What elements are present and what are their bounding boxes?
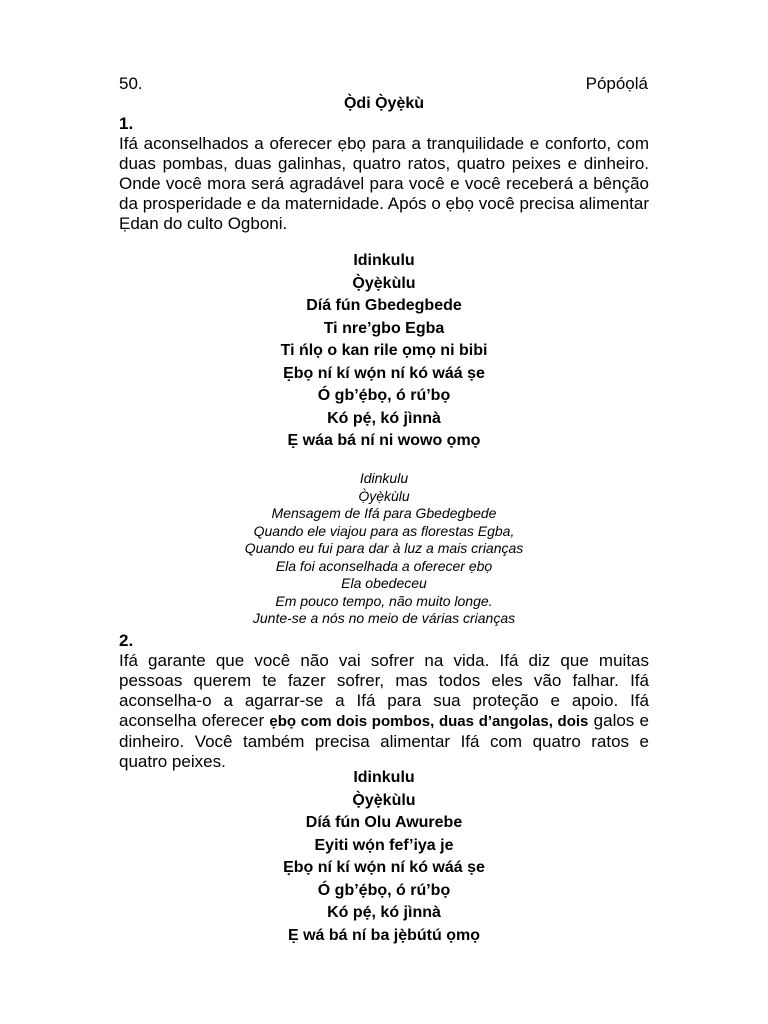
translation-line: Em pouco tempo, não muito longe. bbox=[275, 592, 493, 609]
paragraph-text: Ifá garante que você não vai sofrer na vida. Ifá diz que muitas pessoas querem te fazer sofrer, mas todos eles vão falhar. Ifá aconselha-o a agarrar-se a Ifá para sua proteção e apoio. Ifá aconselha oferecer bbox=[119, 651, 649, 730]
verse-line: Ti nre’gbo Egba bbox=[323, 319, 445, 337]
chapter-title: Ọ̀di Ọ̀yẹ̀kù bbox=[343, 95, 425, 112]
verse-line: Kó pẹ́, kó jìnnà bbox=[327, 904, 441, 921]
verse-line: Ẹ wá bá ní ba jẹ̀bútú ọmọ bbox=[287, 926, 480, 944]
verse-line: Ọ̀yẹ̀kùlu bbox=[352, 274, 416, 292]
translation-line: Quando eu fui para dar à luz a mais crianças bbox=[244, 540, 524, 556]
translation-line: Junte-se a nós no meio de várias crianças bbox=[252, 610, 516, 626]
translation-line: Mensagem de Ifá para Gbedegbede bbox=[271, 505, 497, 521]
verse-line: Díá fún Olu Awurebe bbox=[305, 814, 463, 831]
translation-line: Quando ele viajou para as florestas Egba, bbox=[253, 522, 515, 539]
page-number: 50. bbox=[119, 74, 143, 93]
section-1-translation bbox=[0, 470, 768, 628]
verse-line: Ó gb’ẹ́bọ, ó rú’bọ bbox=[317, 881, 451, 899]
verse-line: Ẹbọ ní kí wọ́n ní kó wáá ṣe bbox=[283, 364, 485, 382]
verse-line: Ti ńlọ o kan rile ọmọ ni bibi bbox=[280, 342, 488, 359]
page-header bbox=[119, 74, 648, 96]
verse-line: Díá fún Gbedegbede bbox=[306, 297, 462, 314]
verse-line: Idinkulu bbox=[353, 769, 415, 786]
translation-line: Idinkulu bbox=[359, 470, 409, 486]
verse-line: Kó pẹ́, kó jìnnà bbox=[327, 409, 441, 427]
section-2-paragraph bbox=[119, 651, 649, 772]
verse-line: Ẹ wáa bá ní ni wowo ọmọ bbox=[287, 432, 481, 449]
section-1-paragraph: Ifá aconselhados a oferecer ẹbọ para a tranquilidade e conforto, com duas pombas, duas galinhas, quatro ratos, quatro peixes e dinheiro. Onde você mora será agradável para você e você receberá a bênção da prosperidade e da maternidade. Após o ẹbọ você precisa alimentar Ẹdan do culto Ogboni. bbox=[119, 134, 649, 233]
verse-line: Ó gb’ẹ́bọ, ó rú’bọ bbox=[317, 387, 451, 404]
section-1-number: 1. bbox=[119, 114, 134, 133]
verse-line: Idinkulu bbox=[353, 252, 415, 269]
verse-line: Ọ̀yẹ̀kùlu bbox=[352, 791, 416, 809]
translation-line: Ela foi aconselhada a oferecer ẹbọ bbox=[275, 557, 493, 574]
paragraph-bold-text: ẹbọ com dois pombos, duas d’angolas, dois bbox=[269, 713, 589, 730]
verse-line: Eyiti wọ́n fef’iya je bbox=[314, 836, 454, 854]
section-2-number: 2. bbox=[119, 631, 134, 650]
section-2-verse bbox=[0, 767, 768, 947]
translation-line: Ela obedeceu bbox=[341, 575, 427, 591]
verse-line: Ẹbọ ní kí wọ́n ní kó wáá ṣe bbox=[283, 859, 485, 876]
translation-line: Ọ̀yẹ̀kùlu bbox=[358, 487, 410, 504]
paragraph-text: galos e dinheiro. Você também precisa alimentar Ifá com quatro ratos e quatro peixes. bbox=[119, 711, 649, 771]
book-title: Pópóọlá bbox=[585, 74, 648, 93]
section-1-verse bbox=[0, 250, 768, 453]
